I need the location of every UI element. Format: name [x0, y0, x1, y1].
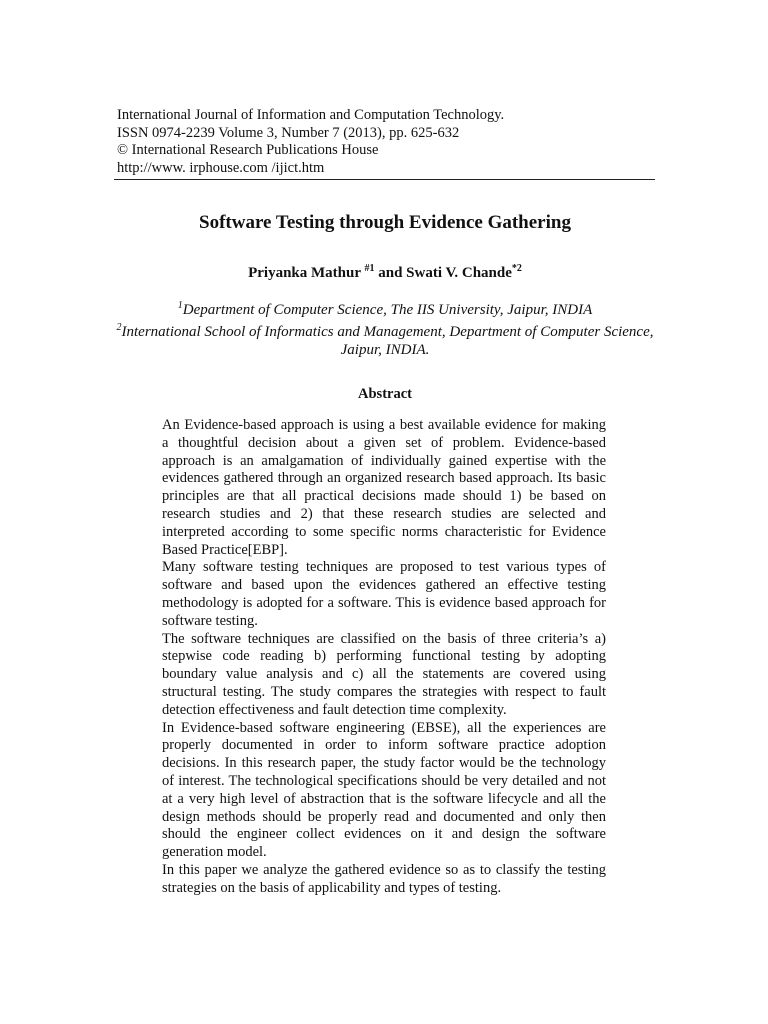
- abstract-paragraph: Many software testing techniques are proposed to test various types of software and based upon the evidences gathered an effective testing methodology is adopted for a software. This is evidence based approach for software testing.: [162, 559, 606, 629]
- abstract-paragraph: In this paper we analyze the gathered evidence so as to classify the testing strategies on the basis of applicability and types of testing.: [162, 861, 606, 896]
- author-conjunction: and: [374, 265, 407, 281]
- issn-line: ISSN 0974-2239 Volume 3, Number 7 (2013), pp. 625-632: [117, 124, 460, 141]
- paper-title: Software Testing through Evidence Gathering: [199, 212, 571, 233]
- journal-name: International Journal of Information and Computation Technology.: [117, 107, 505, 123]
- affiliation-1-mark: 1: [177, 300, 183, 311]
- abstract-paragraph: The software techniques are classified on the basis of three criteria’s a) stepwise code reading b) performing functional testing by adopting boundary value analysis and c) all the statements are covered using structural testing. The study compares the strategies with respect to fault detection effectiveness and fault detection time complexity.: [162, 630, 606, 718]
- affiliation-2-text: International School of Informatics and Management, Department of Computer Science, Jaipur, INDIA.: [121, 324, 654, 358]
- author-2-mark: *2: [511, 263, 522, 274]
- affiliations: [110, 297, 660, 359]
- abstract-heading: Abstract: [358, 386, 412, 402]
- header-divider: [114, 179, 655, 180]
- author-1-mark: #1: [364, 263, 375, 274]
- abstract-paragraph: An Evidence-based approach is using a best available evidence for making a thoughtful decision about a given set of problem. Evidence-based approach is an amalgamation of individually gained expertise with the evidences gathered through an organized research based approach. Its basic principles are that all practical decisions made should 1) be based on research studies and 2) that these research studies are selected and interpreted according to some specific norms characteristic for Evidence Based Practice[EBP].: [162, 417, 606, 558]
- abstract-paragraph: In Evidence-based software engineering (EBSE), all the experiences are properly documented in order to inform software practice adoption decisions. In this research paper, the study factor would be the technology of interest. The technological specifications should be very detailed and not at a very high level of abstraction that is the software lifecycle and all the design methods should be properly read and documented and only then should the engineer collect evidences on it and design the software generation model.: [162, 719, 606, 861]
- abstract-body: [162, 417, 606, 898]
- affiliation-1: [110, 297, 660, 319]
- affiliation-2: [110, 319, 660, 359]
- author-2-name: Swati V. Chande: [406, 265, 512, 281]
- author-line: [100, 263, 670, 282]
- publisher-line: © International Research Publications House: [117, 142, 379, 158]
- journal-url[interactable]: http://www. irphouse.com /ijict.htm: [117, 159, 325, 176]
- affiliation-1-text: Department of Computer Science, The IIS University, Jaipur, INDIA: [182, 302, 593, 318]
- journal-header: [117, 107, 504, 177]
- affiliation-2-mark: 2: [116, 322, 122, 333]
- author-1-name: Priyanka Mathur: [248, 265, 361, 281]
